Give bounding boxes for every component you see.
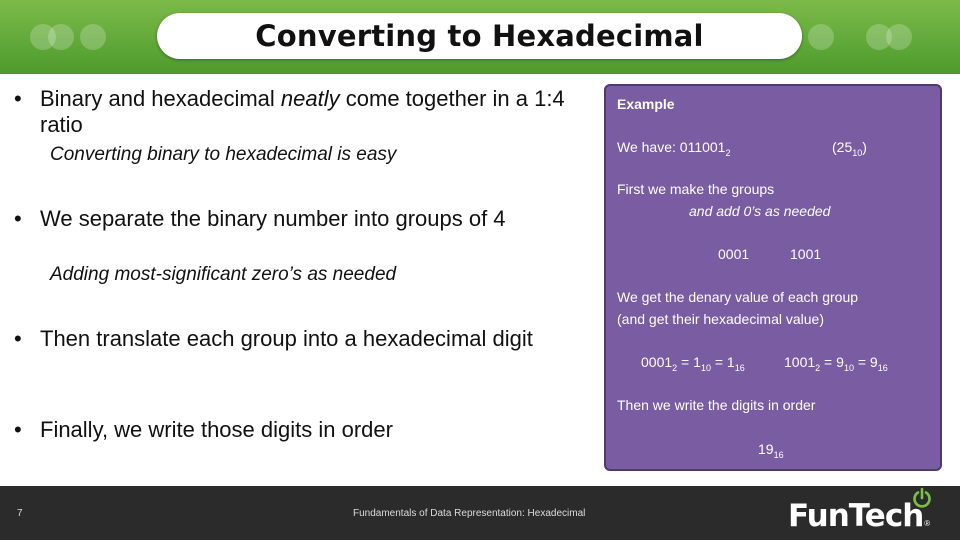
bullet-item: • We separate the binary number into groups of 4 [14, 206, 506, 231]
bullet-item: • Then translate each group into a hexadecimal digit [14, 326, 533, 351]
example-groups-line: First we make the groups [617, 181, 775, 197]
bullet-icon: • [14, 326, 22, 351]
slide-title: Converting to Hexadecimal [255, 19, 704, 53]
bullet-subtext: Adding most-significant zero’s as needed [50, 264, 397, 285]
decorative-dot [48, 24, 74, 50]
funtech-logo [788, 494, 930, 534]
footer-caption: Fundamentals of Data Representation: Hexadecimal [353, 508, 586, 519]
example-decimal: $(25_{10})$ [832, 139, 867, 158]
example-group: 1001 [790, 246, 822, 262]
bullet-icon: • [14, 417, 22, 442]
footer-bar [0, 486, 960, 540]
example-panel [604, 84, 942, 471]
example-group: 0001 [718, 246, 750, 262]
decorative-dot [808, 24, 834, 50]
example-result: $19_{16}$ [758, 441, 784, 460]
example-have: We have: $011001_2$ [617, 139, 731, 158]
example-denary-line: We get the denary value of each group [617, 289, 859, 305]
bullet-item: • Finally, we write those digits in order [14, 417, 393, 442]
example-order-line: Then we write the digits in order [617, 397, 816, 413]
bullet-icon: • [14, 206, 22, 231]
example-denary-note: (and get their hexadecimal value) [617, 311, 825, 327]
title-box [157, 13, 802, 59]
page-number: 7 [17, 508, 23, 519]
decorative-dot [886, 24, 912, 50]
bullet-item: • Binary and hexadecimal neatly come together in a 1:4 ratio [14, 86, 565, 137]
bullet-subtext: Converting binary to hexadecimal is easy [50, 144, 397, 165]
example-calc: $1001_2 = 9_{10} = 9_{16}$ [784, 354, 888, 373]
logo-registered-mark: ® [924, 519, 931, 528]
example-calc: $0001_2 = 1_{10} = 1_{16}$ [641, 354, 745, 373]
example-groups-note: and add 0’s as needed [689, 203, 831, 219]
bullet-icon: • [14, 86, 22, 111]
power-icon [911, 487, 933, 509]
decorative-dot [80, 24, 106, 50]
example-heading: Example [617, 96, 675, 112]
logo-text: FunTech [788, 498, 924, 534]
